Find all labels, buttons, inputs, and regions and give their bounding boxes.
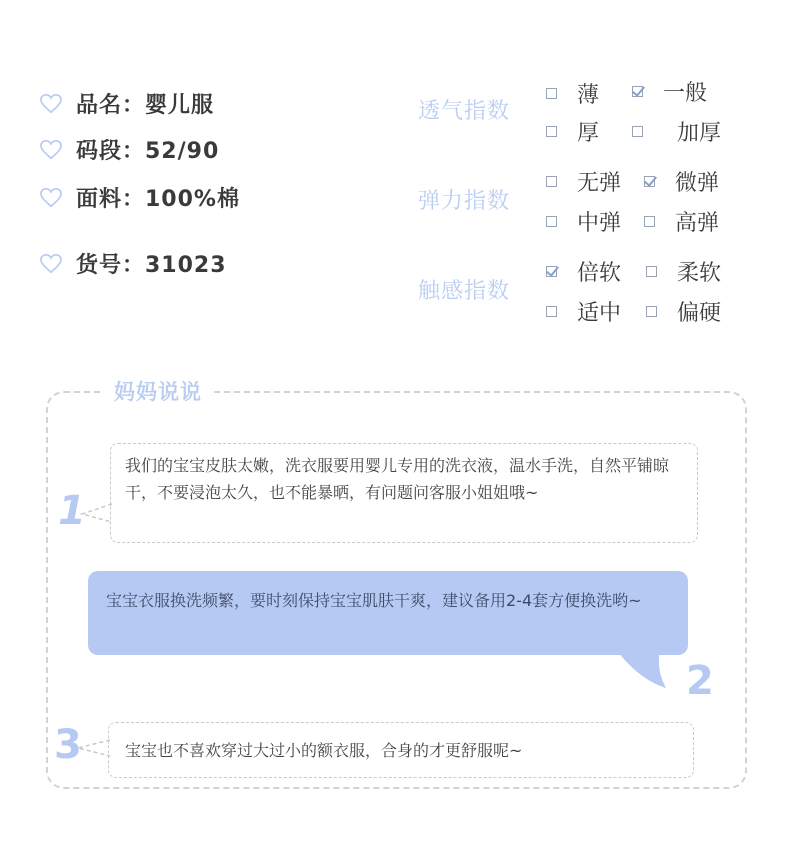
heart-icon — [40, 187, 62, 209]
tip-number-1: 1 — [58, 488, 86, 534]
tip-bubble-2: 宝宝衣服换洗频繁，要时刻保持宝宝肌肤干爽，建议备用2-4套方便换洗哟~ — [88, 571, 688, 655]
product-size: 码段：52/90 — [76, 139, 220, 164]
checkbox[interactable] — [546, 216, 557, 227]
bubble-2-tail — [610, 650, 670, 690]
checkbox-checked[interactable] — [644, 176, 655, 187]
index-title-elasticity: 弹力指数 — [418, 189, 511, 214]
option-normal[interactable]: 一般 — [632, 76, 707, 107]
product-sku: 货号：31023 — [76, 253, 227, 278]
option-thick[interactable]: 厚 — [546, 116, 599, 147]
tip-number-3: 3 — [54, 722, 82, 768]
info-name — [40, 88, 214, 119]
option-extra-thick[interactable]: 加厚 — [632, 116, 721, 147]
checkbox[interactable] — [546, 176, 557, 187]
heart-icon — [40, 139, 62, 161]
info-sku — [40, 248, 227, 279]
checkbox[interactable] — [644, 216, 655, 227]
checkbox[interactable] — [646, 306, 657, 317]
tips-title: 妈妈说说 — [104, 376, 212, 406]
tip-number-2: 2 — [686, 658, 714, 704]
index-title-breathability: 透气指数 — [418, 99, 511, 124]
info-size — [40, 134, 219, 165]
checkbox[interactable] — [546, 126, 557, 137]
info-fabric — [40, 182, 240, 213]
option-medium-stretch[interactable]: 中弹 — [546, 206, 621, 237]
option-no-stretch[interactable]: 无弹 — [546, 166, 621, 197]
product-fabric: 面料：100%棉 — [76, 187, 240, 212]
checkbox-checked[interactable] — [632, 86, 643, 97]
product-name: 品名：婴儿服 — [76, 93, 215, 118]
option-high-stretch[interactable]: 高弹 — [644, 206, 719, 237]
tip-bubble-1: 我们的宝宝皮肤太嫩，洗衣服要用婴儿专用的洗衣液，温水手洗，自然平铺晾干，不要浸泡太久，也不能暴晒，有问题问客服小姐姐哦~ — [110, 443, 698, 543]
option-extra-soft[interactable]: 倍软 — [546, 256, 621, 287]
option-soft[interactable]: 柔软 — [646, 256, 721, 287]
option-firm[interactable]: 偏硬 — [646, 296, 721, 327]
heart-icon — [40, 253, 62, 275]
index-title-touch: 触感指数 — [418, 279, 511, 304]
option-thin[interactable]: 薄 — [546, 78, 599, 109]
heart-icon — [40, 93, 62, 115]
tip-bubble-3: 宝宝也不喜欢穿过大过小的额衣服，合身的才更舒服呢~ — [108, 722, 694, 778]
checkbox[interactable] — [632, 126, 643, 137]
option-slight-stretch[interactable]: 微弹 — [644, 166, 719, 197]
checkbox[interactable] — [546, 306, 557, 317]
checkbox[interactable] — [646, 266, 657, 277]
checkbox[interactable] — [546, 88, 557, 99]
option-moderate[interactable]: 适中 — [546, 296, 621, 327]
checkbox-checked[interactable] — [546, 266, 557, 277]
